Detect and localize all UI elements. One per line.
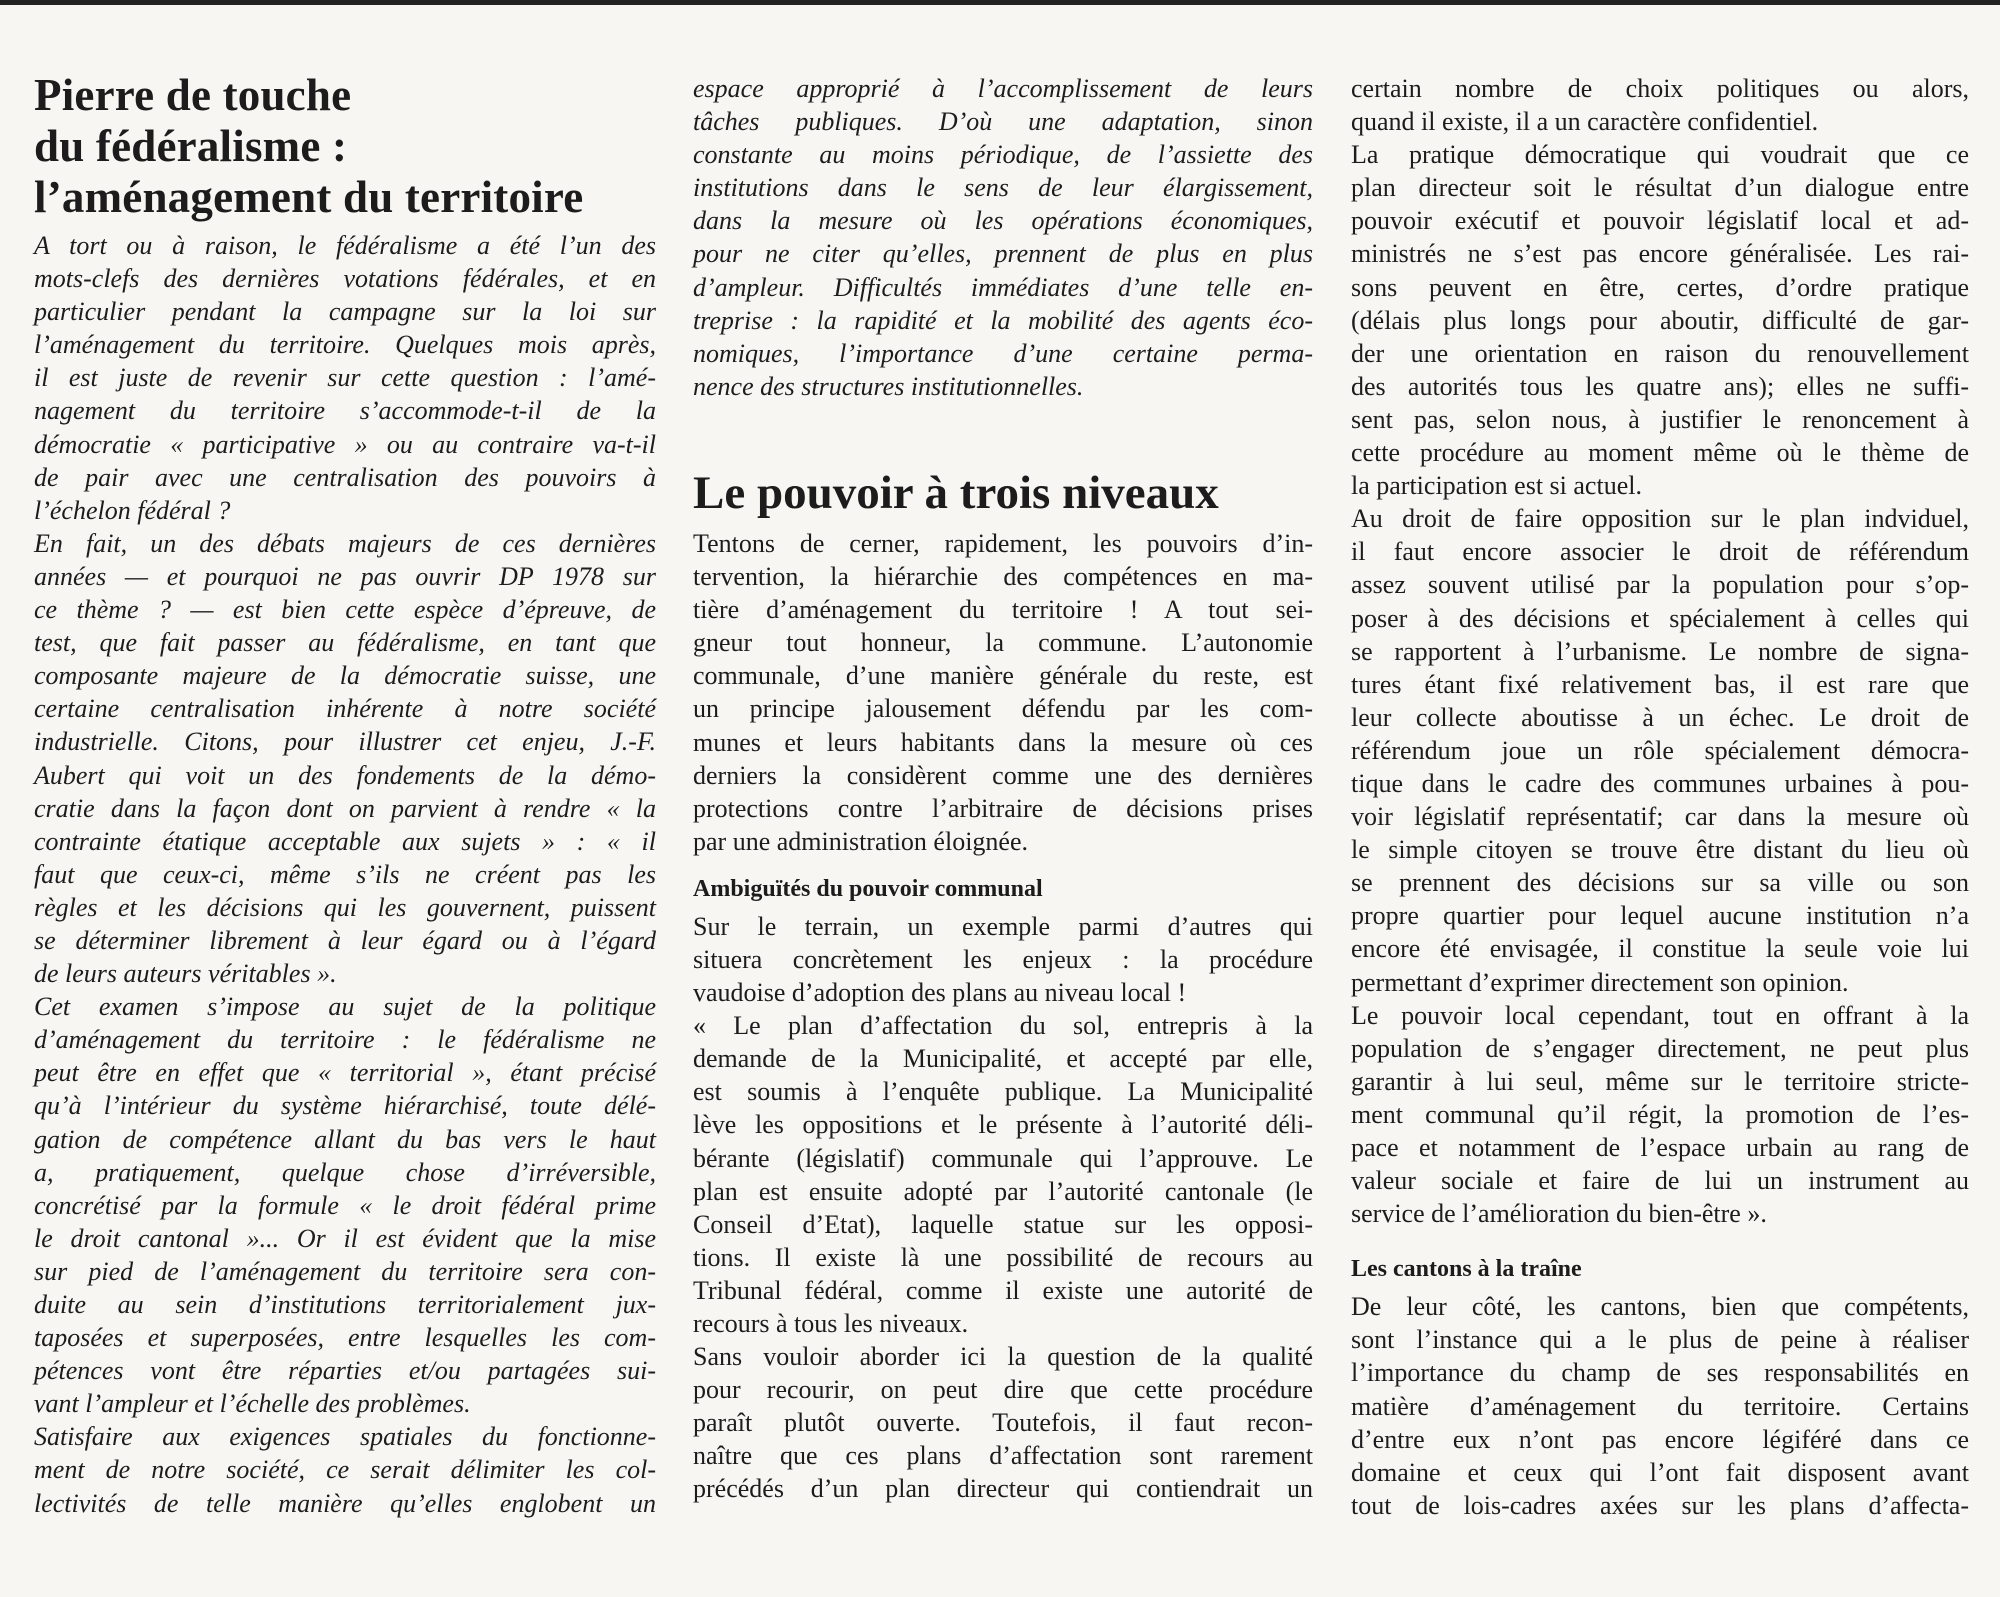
text-line: assez souvent utilisé par la population pour s’op- xyxy=(1351,570,1969,600)
communal-paragraph-2 xyxy=(693,1009,1313,1340)
text-line: il est juste de revenir sur cette question : l’amé- xyxy=(34,363,656,393)
text-line: Tentons de cerner, rapidement, les pouvoirs d’in- xyxy=(693,528,1313,558)
text-line: vaudoise d’adoption des plans au niveau local ! xyxy=(693,978,1187,1008)
text-line: tière d’aménagement du territoire ! A tout sei- xyxy=(693,595,1313,625)
text-line: de leurs auteurs véritables ». xyxy=(34,959,337,989)
text-line: communale, d’une manière générale du reste, est xyxy=(693,661,1313,691)
text-line: certaine centralisation inhérente à notre société xyxy=(34,694,656,724)
text-line: garantir à lui seul, même sur le territoire stricte- xyxy=(1351,1066,1969,1096)
text-line: Aubert qui voit un des fondements de la démo- xyxy=(34,760,656,790)
text-line: En fait, un des débats majeurs de ces dernières xyxy=(34,528,656,558)
text-line: Sans vouloir aborder ici la question de la qualité xyxy=(693,1342,1313,1372)
text-line: mots-clefs des dernières votations fédérales, et en xyxy=(34,264,656,294)
text-line: par une administration éloignée. xyxy=(693,826,1029,856)
text-line: cratie dans la façon dont on parvient à rendre « la xyxy=(34,793,656,823)
text-line: « Le plan d’affectation du sol, entrepris à la xyxy=(693,1011,1313,1041)
text-line: l’importance du champ de ses responsabilités en xyxy=(1351,1358,1969,1388)
column-1 xyxy=(34,0,656,1520)
text-line: gneur tout honneur, la commune. L’autonomie xyxy=(693,628,1313,658)
text-line: (délais plus longs pour aboutir, difficulté de gar- xyxy=(1351,305,1969,335)
cantons-paragraph xyxy=(1351,1290,1969,1522)
text-line: concrétisé par la formule « le droit fédéral prime xyxy=(34,1190,656,1220)
text-line: taposées et superposées, entre lesquelles les com- xyxy=(34,1323,656,1353)
subsection-title-communal: Ambiguïtés du pouvoir communal xyxy=(693,875,1043,902)
intro-paragraph-3 xyxy=(34,990,656,1420)
text-line: La pratique démocratique qui voudrait que ce xyxy=(1351,140,1969,170)
text-line: plan directeur soit le résultat d’un dialogue entre xyxy=(1351,173,1969,203)
text-line: plan est ensuite adopté par l’autorité cantonale (le xyxy=(693,1176,1313,1206)
text-line: nence des structures institutionnelles. xyxy=(693,371,1084,401)
text-line: espace approprié à l’accomplissement de leurs xyxy=(693,74,1313,103)
communal-paragraph-3 xyxy=(693,1340,1313,1505)
text-line: années — et pourquoi ne pas ouvrir DP 1978 sur xyxy=(34,561,656,591)
col3-paragraph-1 xyxy=(1351,72,1969,138)
text-line: permettant d’exprimer directement son opinion. xyxy=(1351,967,1849,997)
title-line: du fédéralisme : xyxy=(34,121,348,171)
text-line: l’échelon fédéral ? xyxy=(34,495,231,525)
section-paragraph xyxy=(693,527,1313,858)
text-line: un principe jalousement défendu par les com- xyxy=(693,694,1313,724)
text-line: der une orientation en raison du renouvellement xyxy=(1351,338,1969,368)
article-title xyxy=(34,70,656,223)
text-line: Conseil d’Etat), laquelle statue sur les opposi- xyxy=(693,1209,1313,1239)
column-3 xyxy=(1351,0,1969,1522)
subsection-title-cantons: Les cantons à la traîne xyxy=(1351,1256,1582,1283)
col3-paragraph-2 xyxy=(1351,138,1969,502)
text-line: treprise : la rapidité et la mobilité des agents éco- xyxy=(693,305,1313,335)
text-line: valeur sociale et faire de lui un instrument au xyxy=(1351,1166,1969,1196)
text-line: il faut encore associer le droit de référendum xyxy=(1351,537,1969,567)
text-line: vant l’ampleur et l’échelle des problèmes. xyxy=(34,1389,471,1419)
text-line: le simple citoyen se trouve être distant du lieu où xyxy=(1351,835,1969,865)
title-line: l’aménagement du territoire xyxy=(34,172,584,222)
text-line: pétences vont être réparties et/ou partagées sui- xyxy=(34,1356,656,1386)
text-line: précédés d’un plan directeur qui contiendrait un xyxy=(693,1474,1313,1504)
text-line: recours à tous les niveaux. xyxy=(693,1309,969,1338)
text-line: l’aménagement du territoire. Quelques mois après, xyxy=(34,330,656,360)
text-line: référendum joue un rôle spécialement démocra- xyxy=(1351,735,1969,765)
intro-paragraph-4-continued xyxy=(693,72,1313,403)
text-line: pour recourir, on peut dire que cette procédure xyxy=(693,1375,1313,1405)
text-line: ment communal qu’il régit, la promotion de l’es- xyxy=(1351,1099,1969,1129)
text-line: ce thème ? — est bien cette espèce d’épreuve, de xyxy=(34,595,656,625)
text-line: sont l’instance qui a le plus de peine à réaliser xyxy=(1351,1325,1969,1355)
text-line: constante au moins périodique, de l’assiette des xyxy=(693,140,1313,170)
text-line: d’ampleur. Difficultés immédiates d’une telle en- xyxy=(693,272,1313,302)
text-line: pouvoir exécutif et pouvoir législatif local et ad- xyxy=(1351,206,1969,236)
text-line: domaine et ceux qui l’ont fait disposent avant xyxy=(1351,1457,1969,1487)
col3-paragraph-3 xyxy=(1351,502,1969,998)
communal-paragraph-1 xyxy=(693,910,1313,1009)
text-line: sur pied de l’aménagement du territoire sera con- xyxy=(34,1256,656,1286)
text-line: voir législatif représentatif; car dans la mesure où xyxy=(1351,802,1969,832)
text-line: institutions dans le sens de leur élargissement, xyxy=(693,173,1313,203)
text-line: faut que ceux-ci, même s’ils ne créent pas les xyxy=(34,859,656,889)
intro-paragraph-4 xyxy=(34,1420,656,1519)
text-line: industrielle. Citons, pour illustrer cet enjeu, J.-F. xyxy=(34,727,656,757)
text-line: De leur côté, les cantons, bien que compétents, xyxy=(1351,1292,1969,1322)
text-line: des autorités tous les quatre ans); elles ne suffi- xyxy=(1351,371,1969,401)
text-line: leur collecte aboutisse à un échec. Le droit de xyxy=(1351,702,1969,732)
col3-paragraph-4 xyxy=(1351,999,1969,1231)
text-line: protections contre l’arbitraire de décisions prises xyxy=(693,793,1313,823)
text-line: Le pouvoir local cependant, tout en offrant à la xyxy=(1351,1000,1969,1030)
text-line: certain nombre de choix politiques ou alors, xyxy=(1351,74,1969,103)
text-line: naître que ces plans d’affectation sont rarement xyxy=(693,1441,1313,1471)
text-line: d’entre eux n’ont pas encore légiféré dans ce xyxy=(1351,1424,1969,1454)
text-line: nomiques, l’importance d’une certaine perma- xyxy=(693,338,1313,368)
text-line: population de s’engager directement, ne peut plus xyxy=(1351,1033,1969,1063)
text-line: démocratie « participative » ou au contraire va-t-il xyxy=(34,429,656,459)
text-line: munes et leurs habitants dans la mesure où ces xyxy=(693,727,1313,757)
text-line: gation de compétence allant du bas vers le haut xyxy=(34,1124,656,1154)
text-line: se rapportent à l’urbanisme. Le nombre de signa- xyxy=(1351,636,1969,666)
text-line: Sur le terrain, un exemple parmi d’autres qui xyxy=(693,911,1313,941)
text-line: pace et notamment de l’espace urbain au rang de xyxy=(1351,1133,1969,1162)
section-title: Le pouvoir à trois niveaux xyxy=(693,466,1219,519)
text-line: duite au sein d’institutions territorialement jux- xyxy=(34,1290,656,1319)
text-line: matière d’aménagement du territoire. Certains xyxy=(1351,1391,1969,1421)
text-line: qu’à l’intérieur du système hiérarchisé, toute délé- xyxy=(34,1091,656,1121)
text-line: tures étant fixé relativement bas, il est rare que xyxy=(1351,669,1969,699)
text-line: ministrés ne s’est pas encore généralisée. Les rai- xyxy=(1351,239,1969,269)
text-line: service de l’amélioration du bien-être ». xyxy=(1351,1199,1767,1229)
text-line: composante majeure de la démocratie suisse, une xyxy=(34,661,656,691)
text-line: tique dans le cadre des communes urbaines à pou- xyxy=(1351,768,1969,798)
text-line: règles et les décisions qui les gouvernent, puissent xyxy=(34,892,656,922)
text-line: Au droit de faire opposition sur le plan indviduel, xyxy=(1351,504,1969,534)
text-line: tâches publiques. D’où une adaptation, sinon xyxy=(693,107,1313,137)
text-line: Tribunal fédéral, comme il existe une autorité de xyxy=(693,1275,1313,1305)
text-line: quand il existe, il a un caractère confidentiel. xyxy=(1351,107,1819,137)
text-line: Cet examen s’impose au sujet de la politique xyxy=(34,992,656,1022)
text-line: A tort ou à raison, le fédéralisme a été l’un des xyxy=(34,231,656,260)
text-line: contrainte étatique acceptable aux sujets » : « il xyxy=(34,826,656,856)
text-line: derniers la considèrent comme une des dernières xyxy=(693,760,1313,790)
title-line: Pierre de touche xyxy=(34,70,352,120)
text-line: poser à des décisions et spécialement à celles qui xyxy=(1351,603,1969,633)
text-line: paraît plutôt ouverte. Toutefois, il faut recon- xyxy=(693,1408,1313,1438)
text-line: situera concrètement les enjeux : la procédure xyxy=(693,944,1313,974)
text-line: sent pas, selon nous, à justifier le renoncement à xyxy=(1351,404,1969,434)
text-line: demande de la Municipalité, et accepté par elle, xyxy=(693,1044,1313,1074)
text-line: sons peuvent en être, certes, d’ordre pratique xyxy=(1351,272,1969,302)
intro-paragraph-2 xyxy=(34,527,656,990)
text-line: de pair avec une centralisation des pouvoirs à xyxy=(34,462,656,492)
text-line: d’aménagement du territoire : le fédéralisme ne xyxy=(34,1025,656,1055)
text-line: nagement du territoire s’accommode-t-il de la xyxy=(34,396,656,426)
text-line: ment de notre société, ce serait délimiter les col- xyxy=(34,1455,656,1485)
column-2 xyxy=(693,0,1313,1506)
text-line: cette procédure au moment même où le thème de xyxy=(1351,438,1969,468)
text-line: se déterminer librement à leur égard ou à l’égard xyxy=(34,925,656,955)
text-line: test, que fait passer au fédéralisme, en tant que xyxy=(34,628,656,658)
text-line: lectivités de telle manière qu’elles englobent un xyxy=(34,1488,656,1518)
text-line: pour ne citer qu’elles, prennent de plus en plus xyxy=(693,239,1313,269)
text-line: a, pratiquement, quelque chose d’irréversible, xyxy=(34,1157,656,1187)
text-line: dans la mesure où les opérations économiques, xyxy=(693,206,1313,236)
text-line: lève les oppositions et le présente à l’autorité déli- xyxy=(693,1110,1313,1140)
text-line: Satisfaire aux exigences spatiales du fonctionne- xyxy=(34,1422,656,1452)
text-line: tervention, la hiérarchie des compétences en ma- xyxy=(693,562,1313,592)
text-line: encore été envisagée, il constitue la seule voie lui xyxy=(1351,934,1969,964)
text-line: peut être en effet que « territorial », étant précisé xyxy=(34,1058,656,1088)
text-line: particulier pendant la campagne sur la loi sur xyxy=(34,297,656,327)
text-line: la participation est si actuel. xyxy=(1351,471,1642,501)
text-line: propre quartier pour lequel aucune institution n’a xyxy=(1351,901,1969,931)
text-line: est soumis à l’enquête publique. La Municipalité xyxy=(693,1077,1313,1107)
intro-paragraph-1 xyxy=(34,229,656,527)
text-line: bérante (législatif) communale qui l’approuve. Le xyxy=(693,1143,1313,1173)
text-line: le droit cantonal »... Or il est évident que la mise xyxy=(34,1223,656,1253)
text-line: se prennent des décisions sur sa ville ou son xyxy=(1351,868,1969,898)
text-line: tout de lois-cadres axées sur les plans d’affecta- xyxy=(1351,1490,1969,1520)
text-line: tions. Il existe là une possibilité de recours au xyxy=(693,1242,1313,1272)
